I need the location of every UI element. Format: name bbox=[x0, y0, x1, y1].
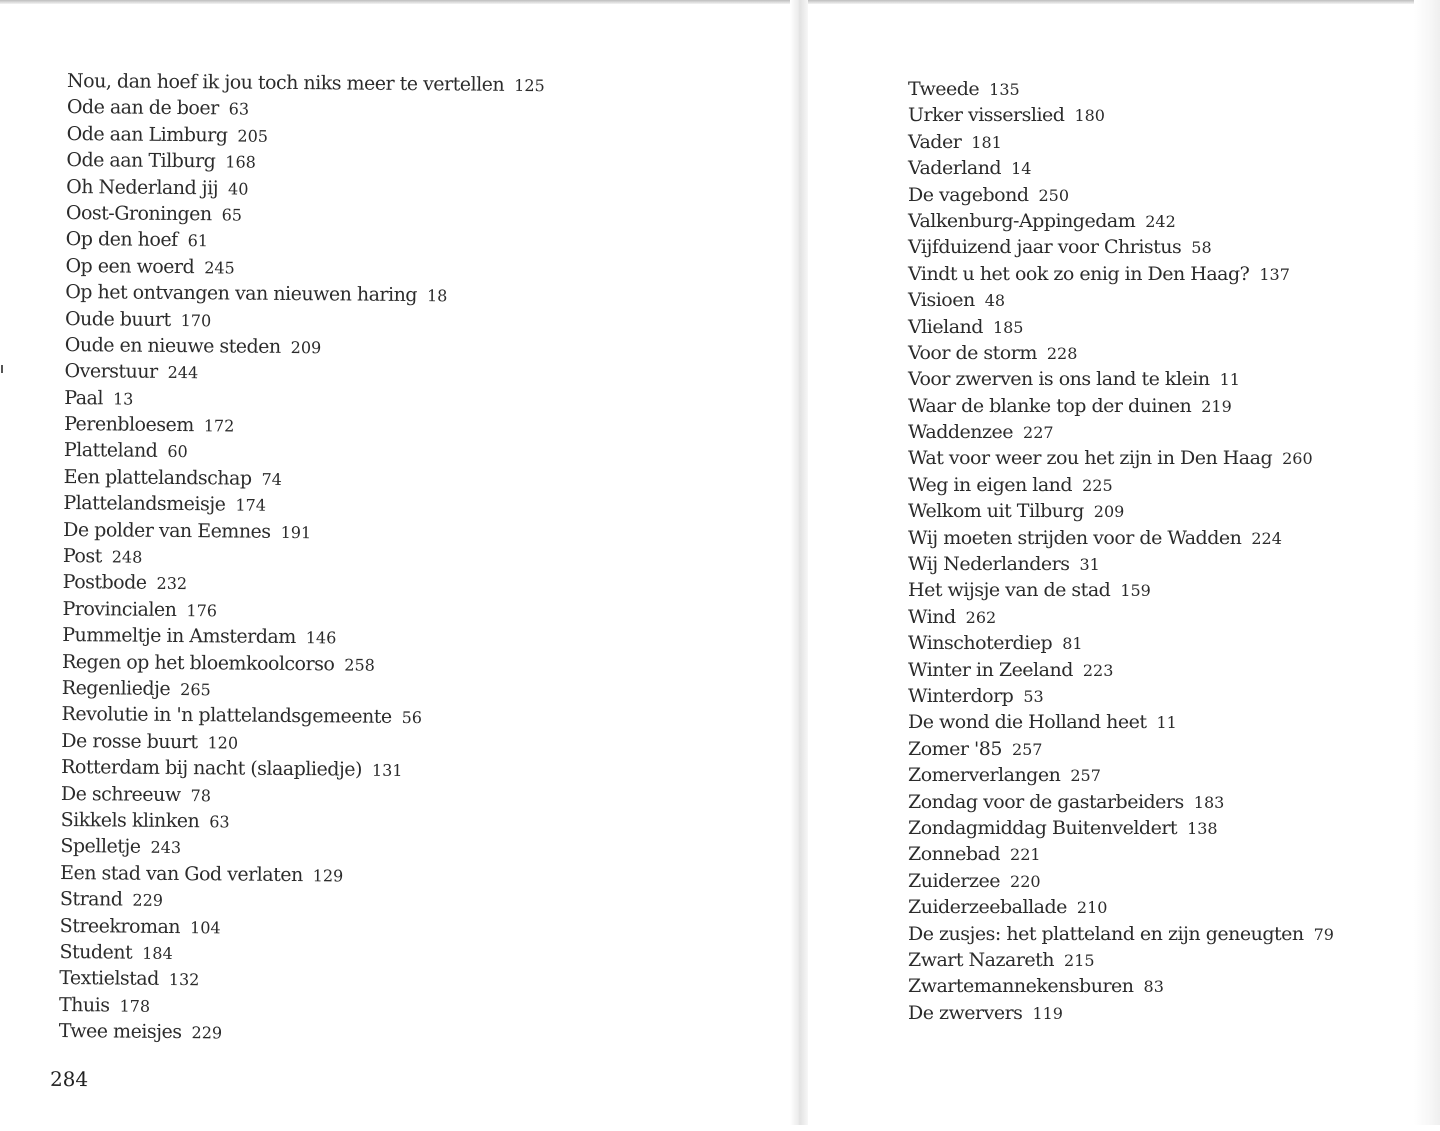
index-entry bbox=[908, 577, 1334, 603]
index-entry bbox=[59, 965, 537, 996]
entry-title: Zuiderzee bbox=[908, 869, 1001, 892]
entry-page-number: 83 bbox=[1143, 977, 1164, 997]
index-entry bbox=[908, 261, 1334, 287]
entry-title: Wij Nederlanders bbox=[908, 553, 1070, 576]
index-entry bbox=[908, 366, 1334, 392]
index-entry bbox=[908, 314, 1334, 340]
entry-title: Oude en nieuwe steden bbox=[64, 333, 281, 358]
index-entry bbox=[63, 517, 541, 548]
entry-page-number: 78 bbox=[190, 785, 212, 805]
entry-page-number: 225 bbox=[1082, 475, 1113, 495]
entry-title: Platteland bbox=[63, 439, 158, 463]
entry-page-number: 244 bbox=[167, 363, 199, 383]
entry-title: Strand bbox=[59, 888, 123, 911]
book-gutter bbox=[790, 0, 808, 1125]
entry-title: Student bbox=[59, 940, 133, 964]
entry-title: Regen op het bloemkoolcorso bbox=[61, 650, 335, 675]
entry-title: Nou, dan hoef ik jou toch niks meer te vertellen bbox=[67, 70, 505, 96]
entry-page-number: 65 bbox=[221, 205, 243, 225]
index-entry bbox=[62, 596, 540, 627]
index-entry bbox=[64, 411, 542, 442]
index-entry bbox=[62, 622, 540, 653]
entry-page-number: 40 bbox=[228, 178, 249, 199]
index-entry bbox=[908, 789, 1334, 815]
entry-title: Zwart Nazareth bbox=[908, 948, 1055, 971]
entry-page-number: 11 bbox=[1156, 713, 1177, 733]
entry-title: Weg in eigen land bbox=[908, 473, 1073, 496]
entry-title: Sikkels klinken bbox=[60, 808, 200, 833]
entry-title: Plattelandsmeisje bbox=[63, 492, 226, 516]
right-page bbox=[808, 0, 1440, 1125]
index-entry bbox=[908, 287, 1334, 313]
index-entry bbox=[66, 226, 544, 257]
index-entry bbox=[60, 833, 538, 864]
entry-page-number: 191 bbox=[280, 522, 312, 542]
entry-title: Zomerverlangen bbox=[908, 764, 1061, 787]
entry-page-number: 219 bbox=[1201, 396, 1232, 416]
entry-title: Zondag voor de gastarbeiders bbox=[908, 790, 1184, 813]
entry-title: Valkenburg-Appingedam bbox=[908, 209, 1136, 232]
entry-page-number: 232 bbox=[156, 574, 188, 594]
index-entry bbox=[908, 604, 1334, 630]
entry-page-number: 242 bbox=[1145, 211, 1176, 231]
index-entry bbox=[61, 754, 539, 785]
index-entry bbox=[908, 182, 1334, 208]
entry-page-number: 229 bbox=[132, 890, 164, 910]
index-list-right bbox=[908, 76, 1334, 1026]
entry-page-number: 135 bbox=[989, 80, 1020, 99]
entry-title: Twee meisjes bbox=[58, 1020, 182, 1044]
index-entry bbox=[67, 94, 545, 125]
entry-title: Waar de blanke top der duinen bbox=[908, 394, 1192, 417]
entry-page-number: 18 bbox=[426, 286, 448, 306]
entry-page-number: 61 bbox=[187, 231, 209, 251]
index-entry bbox=[62, 649, 540, 680]
index-entry bbox=[65, 279, 543, 310]
index-entry bbox=[908, 736, 1334, 762]
entry-page-number: 209 bbox=[1093, 502, 1125, 522]
index-entry bbox=[908, 498, 1334, 524]
index-entry bbox=[908, 841, 1334, 867]
entry-page-number: 131 bbox=[371, 760, 403, 781]
index-entry bbox=[64, 358, 542, 389]
entry-title: De schreeuw bbox=[60, 782, 181, 806]
index-entry bbox=[908, 815, 1334, 841]
entry-page-number: 119 bbox=[1032, 1003, 1063, 1023]
index-entry bbox=[59, 939, 537, 970]
entry-title: Vijfduizend jaar voor Christus bbox=[908, 236, 1182, 259]
entry-title: Op den hoef bbox=[65, 228, 178, 252]
entry-page-number: 168 bbox=[225, 152, 256, 172]
index-entry bbox=[908, 709, 1334, 735]
entry-page-number: 120 bbox=[207, 733, 239, 753]
entry-page-number: 215 bbox=[1064, 950, 1095, 970]
entry-page-number: 56 bbox=[401, 708, 423, 728]
entry-page-number: 14 bbox=[1011, 159, 1032, 179]
entry-page-number: 74 bbox=[261, 469, 282, 489]
entry-page-number: 138 bbox=[1187, 818, 1218, 838]
scan-mark bbox=[1, 365, 3, 373]
entry-page-number: 137 bbox=[1259, 264, 1290, 284]
index-entry bbox=[908, 921, 1334, 947]
entry-page-number: 221 bbox=[1010, 845, 1041, 865]
entry-page-number: 258 bbox=[344, 655, 375, 675]
entry-page-number: 260 bbox=[1282, 449, 1313, 469]
entry-title: Oost-Groningen bbox=[65, 201, 212, 226]
entry-title: Vlieland bbox=[908, 315, 983, 338]
index-entry bbox=[908, 657, 1334, 683]
index-entry bbox=[61, 728, 539, 759]
entry-title: Overstuur bbox=[64, 360, 158, 384]
entry-title: Textielstad bbox=[59, 967, 159, 991]
entry-page-number: 31 bbox=[1079, 555, 1100, 575]
entry-title: Een stad van God verlaten bbox=[60, 861, 303, 886]
entry-title: Revolutie in 'n plattelandsgemeente bbox=[61, 703, 392, 729]
entry-page-number: 79 bbox=[1313, 924, 1334, 944]
entry-page-number: 104 bbox=[189, 917, 221, 937]
index-entry bbox=[61, 781, 539, 812]
index-entry bbox=[60, 912, 538, 943]
entry-title: Voor de storm bbox=[908, 341, 1037, 364]
entry-title: Post bbox=[62, 545, 102, 568]
entry-title: Thuis bbox=[58, 993, 110, 1017]
entry-title: Ode aan Tilburg bbox=[66, 149, 216, 173]
entry-page-number: 60 bbox=[167, 442, 188, 462]
entry-title: Zonnebad bbox=[908, 843, 1001, 866]
entry-page-number: 185 bbox=[992, 317, 1024, 337]
index-entry bbox=[908, 1000, 1334, 1026]
entry-title: Op een woerd bbox=[65, 254, 195, 278]
index-entry bbox=[908, 551, 1334, 577]
entry-page-number: 180 bbox=[1074, 106, 1105, 126]
index-entry bbox=[908, 762, 1334, 788]
entry-title: Op het ontvangen van nieuwen haring bbox=[65, 281, 418, 307]
entry-page-number: 245 bbox=[204, 257, 235, 278]
entry-title: De vagebond bbox=[908, 183, 1029, 206]
index-entry bbox=[61, 701, 539, 732]
entry-page-number: 81 bbox=[1062, 634, 1083, 654]
entry-page-number: 181 bbox=[971, 132, 1002, 152]
index-entry bbox=[908, 630, 1334, 656]
index-entry bbox=[64, 464, 542, 495]
entry-title: Perenbloesem bbox=[64, 413, 194, 437]
entry-title: Vader bbox=[908, 130, 962, 153]
entry-title: De wond die Holland heet bbox=[908, 711, 1147, 734]
entry-page-number: 58 bbox=[1191, 238, 1212, 258]
index-entry bbox=[908, 340, 1334, 366]
index-entry bbox=[65, 253, 543, 284]
index-entry bbox=[60, 886, 538, 917]
entry-page-number: 159 bbox=[1120, 581, 1151, 601]
entry-title: Een plattelandschap bbox=[63, 465, 252, 490]
entry-page-number: 132 bbox=[168, 970, 200, 990]
index-entry bbox=[908, 445, 1334, 471]
entry-title: Paal bbox=[64, 386, 104, 410]
index-entry bbox=[908, 102, 1334, 128]
index-entry bbox=[908, 393, 1334, 419]
entry-title: Vindt u het ook zo enig in Den Haag? bbox=[908, 262, 1250, 285]
entry-title: Regenliedje bbox=[61, 676, 171, 700]
entry-title: Tweede bbox=[908, 78, 980, 100]
entry-title: Oh Nederland jij bbox=[66, 175, 219, 199]
index-entry bbox=[62, 675, 540, 706]
entry-title: Vaderland bbox=[908, 157, 1002, 180]
entry-title: Winschoterdiep bbox=[908, 632, 1053, 655]
entry-page-number: 125 bbox=[514, 75, 545, 96]
index-entry bbox=[63, 543, 541, 574]
entry-page-number: 257 bbox=[1070, 766, 1101, 786]
entry-page-number: 146 bbox=[305, 628, 337, 648]
entry-title: Ode aan de boer bbox=[66, 96, 219, 120]
index-entry bbox=[908, 208, 1334, 234]
entry-page-number: 223 bbox=[1082, 660, 1114, 680]
index-entry bbox=[908, 472, 1334, 498]
entry-title: Wat voor weer zou het zijn in Den Haag bbox=[908, 447, 1273, 470]
entry-title: Oude buurt bbox=[64, 307, 171, 331]
index-entry bbox=[64, 437, 542, 468]
entry-title: Voor zwerven is ons land te klein bbox=[908, 368, 1210, 391]
entry-title: Wind bbox=[908, 605, 956, 628]
entry-page-number: 129 bbox=[312, 865, 344, 886]
index-entry bbox=[60, 860, 538, 891]
entry-title: Streekroman bbox=[59, 914, 181, 938]
entry-title: Ode aan Limburg bbox=[66, 122, 228, 147]
entry-title: Spelletje bbox=[60, 835, 141, 859]
index-entry bbox=[908, 525, 1334, 551]
entry-page-number: 227 bbox=[1023, 423, 1054, 443]
entry-page-number: 170 bbox=[180, 310, 212, 330]
entry-page-number: 220 bbox=[1010, 871, 1041, 891]
entry-title: Urker visserslied bbox=[908, 104, 1065, 127]
entry-page-number: 53 bbox=[1023, 686, 1044, 706]
index-entry bbox=[908, 76, 1334, 102]
entry-title: Het wijsje van de stad bbox=[908, 579, 1111, 602]
entry-title: Zomer '85 bbox=[908, 737, 1002, 760]
entry-page-number: 257 bbox=[1011, 739, 1043, 759]
index-entry bbox=[65, 306, 543, 337]
entry-title: De zwervers bbox=[908, 1001, 1023, 1024]
index-entry bbox=[66, 200, 544, 231]
entry-title: De polder van Eemnes bbox=[63, 518, 271, 543]
index-entry bbox=[908, 155, 1334, 181]
entry-title: Pummeltje in Amsterdam bbox=[62, 624, 296, 649]
entry-page-number: 183 bbox=[1193, 792, 1225, 812]
index-entry bbox=[61, 807, 539, 838]
index-entry bbox=[908, 973, 1334, 999]
entry-title: De zusjes: het platteland en zijn geneugten bbox=[908, 922, 1304, 945]
entry-title: Zondagmiddag Buitenveldert bbox=[908, 816, 1178, 839]
page-number: 284 bbox=[49, 1066, 89, 1092]
entry-page-number: 63 bbox=[228, 99, 250, 120]
index-entry bbox=[908, 419, 1334, 445]
index-entry bbox=[67, 68, 545, 99]
entry-page-number: 209 bbox=[290, 337, 322, 358]
index-entry bbox=[908, 868, 1334, 894]
index-entry bbox=[64, 385, 542, 416]
index-list-left bbox=[59, 68, 545, 1049]
index-entry bbox=[908, 683, 1334, 709]
index-entry bbox=[59, 992, 537, 1023]
entry-page-number: 176 bbox=[186, 600, 218, 621]
entry-page-number: 265 bbox=[180, 680, 211, 700]
index-entry bbox=[65, 332, 543, 363]
index-entry bbox=[908, 129, 1334, 155]
entry-title: Winter in Zeeland bbox=[908, 658, 1073, 681]
index-entry bbox=[908, 947, 1334, 973]
entry-title: Winterdorp bbox=[908, 684, 1014, 707]
entry-title: Rotterdam bij nacht (slaapliedje) bbox=[61, 756, 363, 781]
index-entry bbox=[66, 147, 544, 178]
entry-page-number: 205 bbox=[237, 126, 269, 146]
page-right-edge bbox=[1414, 0, 1440, 1125]
entry-title: Zuiderzeeballade bbox=[908, 896, 1067, 919]
entry-title: Wij moeten strijden voor de Wadden bbox=[908, 526, 1242, 549]
entry-title: Zwartemannekensburen bbox=[908, 975, 1134, 998]
entry-page-number: 178 bbox=[119, 996, 151, 1016]
entry-page-number: 248 bbox=[111, 547, 143, 567]
entry-page-number: 11 bbox=[1219, 370, 1240, 390]
entry-page-number: 250 bbox=[1038, 185, 1070, 205]
entry-title: Welkom uit Tilburg bbox=[908, 500, 1084, 523]
entry-page-number: 63 bbox=[209, 812, 230, 832]
entry-page-number: 224 bbox=[1251, 528, 1282, 548]
entry-title: Provincialen bbox=[62, 597, 177, 621]
entry-title: Waddenzee bbox=[908, 421, 1014, 444]
index-entry bbox=[66, 174, 544, 205]
index-entry bbox=[67, 121, 545, 152]
entry-page-number: 174 bbox=[235, 495, 267, 516]
entry-page-number: 228 bbox=[1046, 343, 1078, 363]
entry-page-number: 243 bbox=[150, 838, 182, 858]
entry-page-number: 210 bbox=[1076, 898, 1108, 918]
index-entry bbox=[59, 1018, 537, 1049]
entry-page-number: 48 bbox=[984, 291, 1006, 311]
index-entry bbox=[63, 490, 541, 521]
entry-page-number: 172 bbox=[203, 416, 235, 436]
entry-page-number: 13 bbox=[112, 389, 134, 409]
index-entry bbox=[63, 569, 541, 600]
entry-page-number: 262 bbox=[965, 607, 997, 627]
entry-title: De rosse buurt bbox=[61, 729, 198, 753]
entry-title: Visioen bbox=[908, 289, 975, 312]
index-entry bbox=[908, 894, 1334, 920]
index-entry bbox=[908, 234, 1334, 260]
entry-page-number: 184 bbox=[142, 943, 173, 963]
entry-title: Postbode bbox=[62, 571, 147, 595]
entry-page-number: 229 bbox=[191, 1023, 223, 1043]
